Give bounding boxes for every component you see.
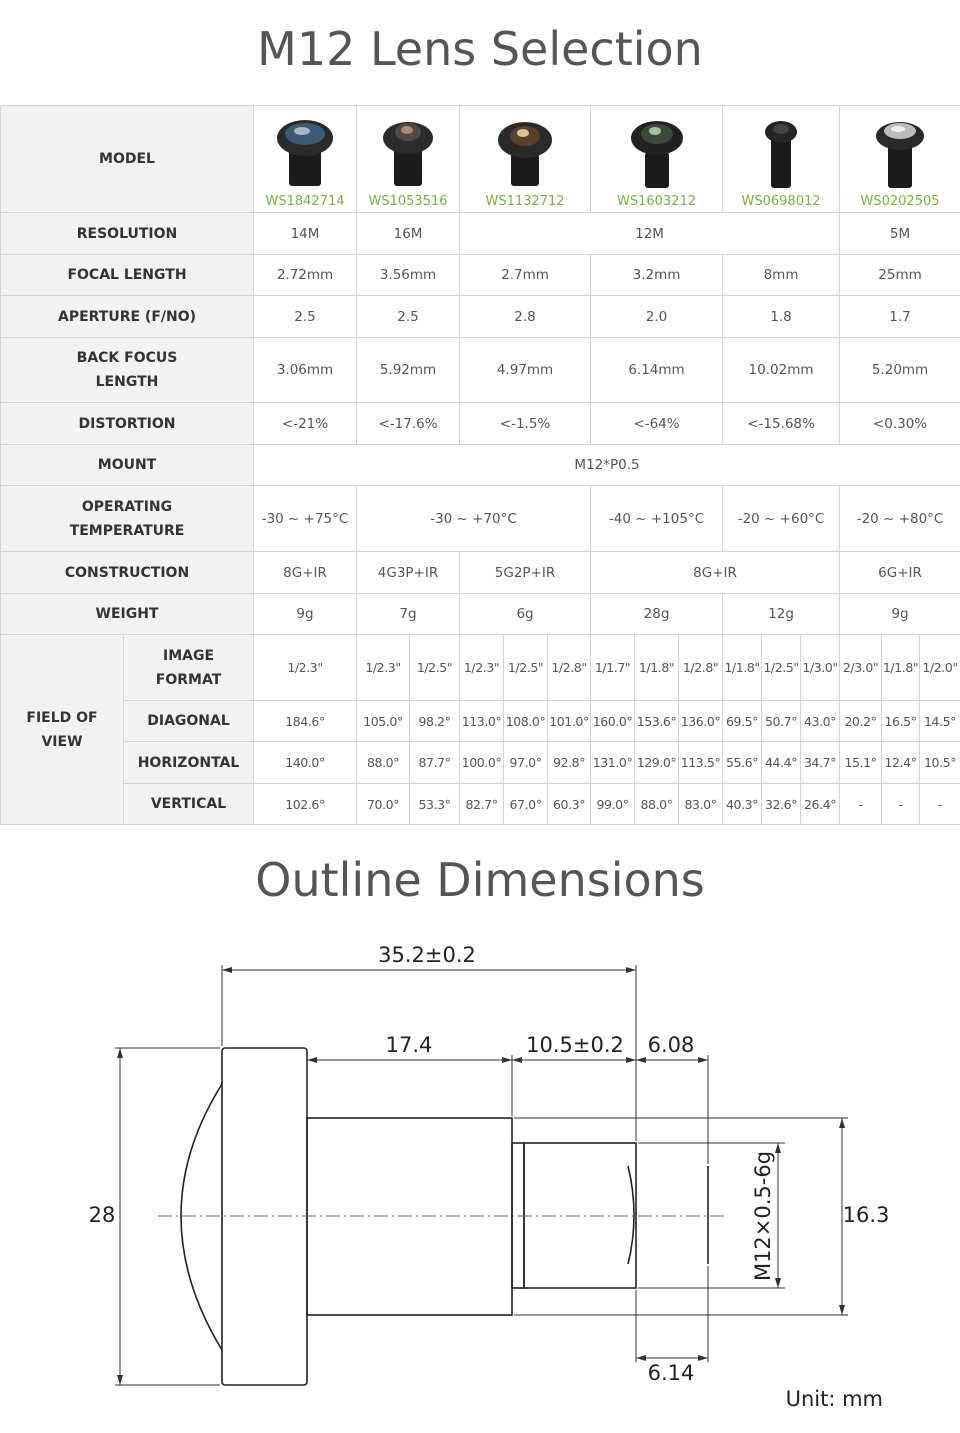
distortion-row — [1, 403, 960, 445]
row-label-resolution: RESOLUTION — [1, 213, 254, 255]
cell: 6G+IR — [840, 552, 960, 594]
cell: 1/1.8" — [882, 635, 920, 701]
lens-image-icon — [629, 118, 685, 190]
cell: 20.2° — [840, 701, 882, 742]
dim-outer-diameter: 28 — [88, 1203, 116, 1227]
cell: 9g — [254, 594, 357, 635]
section-title: Outline Dimensions — [255, 853, 705, 907]
cell: 1/1.7" — [591, 635, 635, 701]
cell: 1.7 — [840, 296, 960, 338]
label-line: BACK FOCUS — [76, 350, 178, 366]
lens-image-icon — [761, 118, 801, 190]
lens-image-icon — [381, 118, 435, 190]
cell: 131.0° — [591, 742, 635, 784]
operating-temperature-row — [1, 486, 960, 552]
cell: 8mm — [723, 255, 840, 296]
cell: 32.6° — [762, 784, 801, 825]
row-label-distortion: DISTORTION — [1, 403, 254, 445]
label-line: LENGTH — [95, 374, 159, 390]
label-line: FIELD OF — [26, 709, 98, 726]
cell: -30 ~ +75°C — [254, 486, 357, 552]
cell: 1/2.5" — [504, 635, 548, 701]
lens-image-icon — [496, 118, 554, 190]
cell: 3.56mm — [357, 255, 460, 296]
row-label-mount: MOUNT — [1, 445, 254, 486]
cell: 102.6° — [254, 784, 357, 825]
cell: 25mm — [840, 255, 960, 296]
row-label-construction: CONSTRUCTION — [1, 552, 254, 594]
row-label-aperture: APERTURE (F/NO) — [1, 296, 254, 338]
construction-row — [1, 552, 960, 594]
cell: <-21% — [254, 403, 357, 445]
cell: 43.0° — [801, 701, 840, 742]
row-label-weight: WEIGHT — [1, 594, 254, 635]
label-line: FORMAT — [155, 671, 222, 688]
cell: <-64% — [591, 403, 723, 445]
cell: - — [882, 784, 920, 825]
row-label-focal-length: FOCAL LENGTH — [1, 255, 254, 296]
cell: 5.92mm — [357, 338, 460, 403]
cell: 97.0° — [504, 742, 548, 784]
dim-thread-length: 10.5±0.2 — [526, 1033, 624, 1057]
cell: 10.5° — [920, 742, 960, 784]
dim-flange-offset: 6.08 — [647, 1033, 695, 1057]
cell: 99.0° — [591, 784, 635, 825]
cell: 8G+IR — [591, 552, 840, 594]
cell: 53.3° — [410, 784, 460, 825]
cell: 1/2.3" — [357, 635, 410, 701]
cell: <-15.68% — [723, 403, 840, 445]
cell: 113.5° — [679, 742, 723, 784]
cell: <-17.6% — [357, 403, 460, 445]
cell: 2.7mm — [460, 255, 591, 296]
diagonal-row — [1, 701, 960, 742]
model-name: WS0202505 — [860, 193, 940, 209]
row-label-operating-temperature — [1, 486, 254, 552]
cell: 105.0° — [357, 701, 410, 742]
cell: 2/3.0" — [840, 635, 882, 701]
row-label-model: MODEL — [1, 106, 254, 213]
cell: 1/2.3" — [254, 635, 357, 701]
cell: 12M — [460, 213, 840, 255]
label-line: IMAGE — [162, 647, 215, 664]
cell: 2.5 — [254, 296, 357, 338]
row-label-horizontal: HORIZONTAL — [124, 742, 254, 784]
page-title: M12 Lens Selection — [257, 22, 703, 76]
cell: 8G+IR — [254, 552, 357, 594]
cell: 98.2° — [410, 701, 460, 742]
label-line: VIEW — [41, 733, 83, 750]
cell: 4.97mm — [460, 338, 591, 403]
focal-length-row — [1, 255, 960, 296]
cell: 184.6° — [254, 701, 357, 742]
cell: 60.3° — [548, 784, 591, 825]
model-row — [1, 106, 960, 213]
cell: 88.0° — [357, 742, 410, 784]
rear-glass-outline — [628, 1166, 634, 1264]
cell: 1/2.3" — [460, 635, 504, 701]
cell: 28g — [591, 594, 723, 635]
cell: 5G2P+IR — [460, 552, 591, 594]
cell: 129.0° — [635, 742, 679, 784]
label-line: OPERATING — [81, 498, 173, 515]
cell: 70.0° — [357, 784, 410, 825]
model-cell — [357, 106, 460, 213]
cell: 9g — [840, 594, 960, 635]
cell: 2.72mm — [254, 255, 357, 296]
row-label-field-of-view — [1, 635, 124, 825]
cell: 5.20mm — [840, 338, 960, 403]
cell: 3.2mm — [591, 255, 723, 296]
vertical-row — [1, 784, 960, 825]
cell: 69.5° — [723, 701, 762, 742]
cell: 108.0° — [504, 701, 548, 742]
row-label-back-focus — [1, 338, 254, 403]
outline-dimensions-drawing — [0, 930, 960, 1433]
model-name: WS0698012 — [741, 193, 821, 209]
label-line: TEMPERATURE — [69, 522, 185, 539]
cell: 7g — [357, 594, 460, 635]
row-label-diagonal: DIAGONAL — [124, 701, 254, 742]
lens-spec-table — [0, 105, 960, 825]
cell: 1/1.8" — [723, 635, 762, 701]
cell: 10.02mm — [723, 338, 840, 403]
cell: -20 ~ +60°C — [723, 486, 840, 552]
cell: 1/2.0" — [920, 635, 960, 701]
cell: 136.0° — [679, 701, 723, 742]
cell: - — [920, 784, 960, 825]
cell: 16M — [357, 213, 460, 255]
cell: 5M — [840, 213, 960, 255]
cell: 15.1° — [840, 742, 882, 784]
cell: 92.8° — [548, 742, 591, 784]
cell: 6g — [460, 594, 591, 635]
cell: 113.0° — [460, 701, 504, 742]
cell: 82.7° — [460, 784, 504, 825]
model-cell — [840, 106, 960, 213]
cell: M12*P0.5 — [254, 445, 960, 486]
dim-thread-spec: M12×0.5-6g — [751, 1150, 775, 1282]
cell: 83.0° — [679, 784, 723, 825]
dim-body-length: 17.4 — [385, 1033, 433, 1057]
cell: 100.0° — [460, 742, 504, 784]
row-label-vertical: VERTICAL — [124, 784, 254, 825]
mount-row — [1, 445, 960, 486]
cell: 1.8 — [723, 296, 840, 338]
model-cell — [460, 106, 591, 213]
cell: 14.5° — [920, 701, 960, 742]
cell: 1/1.8" — [635, 635, 679, 701]
cell: 1/2.5" — [762, 635, 801, 701]
cell: 1/3.0" — [801, 635, 840, 701]
model-name: WS1132712 — [485, 193, 565, 209]
cell: 44.4° — [762, 742, 801, 784]
dim-rear-offset: 6.14 — [647, 1361, 695, 1385]
unit-label: Unit: mm — [785, 1387, 883, 1411]
cell: 160.0° — [591, 701, 635, 742]
cell: 12g — [723, 594, 840, 635]
model-name: WS1053516 — [368, 193, 448, 209]
cell: 34.7° — [801, 742, 840, 784]
cell: -20 ~ +80°C — [840, 486, 960, 552]
model-cell — [723, 106, 840, 213]
cell: 50.7° — [762, 701, 801, 742]
dim-total-length: 35.2±0.2 — [378, 943, 476, 967]
image-format-row — [1, 635, 960, 701]
cell: 6.14mm — [591, 338, 723, 403]
cell: <0.30% — [840, 403, 960, 445]
resolution-row — [1, 213, 960, 255]
cell: 40.3° — [723, 784, 762, 825]
cell: 3.06mm — [254, 338, 357, 403]
model-cell — [254, 106, 357, 213]
cell: -30 ~ +70°C — [357, 486, 591, 552]
dim-thread-diameter: 16.3 — [842, 1203, 890, 1227]
lens-image-icon — [275, 118, 335, 190]
cell: 153.6° — [635, 701, 679, 742]
cell: <-1.5% — [460, 403, 591, 445]
cell: 55.6° — [723, 742, 762, 784]
cell: 1/2.8" — [548, 635, 591, 701]
weight-row — [1, 594, 960, 635]
model-cell — [591, 106, 723, 213]
cell: 1/2.5" — [410, 635, 460, 701]
model-name: WS1603212 — [617, 193, 697, 209]
row-label-image-format — [124, 635, 254, 701]
cell: 4G3P+IR — [357, 552, 460, 594]
back-focus-row — [1, 338, 960, 403]
lens-image-icon — [872, 118, 928, 190]
lens-front-outline — [181, 1084, 222, 1350]
cell: - — [840, 784, 882, 825]
cell: 16.5° — [882, 701, 920, 742]
cell: 2.8 — [460, 296, 591, 338]
cell: 140.0° — [254, 742, 357, 784]
cell: 87.7° — [410, 742, 460, 784]
cell: 26.4° — [801, 784, 840, 825]
aperture-row — [1, 296, 960, 338]
horizontal-row — [1, 742, 960, 784]
cell: 2.5 — [357, 296, 460, 338]
cell: 14M — [254, 213, 357, 255]
cell: 88.0° — [635, 784, 679, 825]
cell: 1/2.8" — [679, 635, 723, 701]
cell: -40 ~ +105°C — [591, 486, 723, 552]
cell: 12.4° — [882, 742, 920, 784]
cell: 2.0 — [591, 296, 723, 338]
cell: 67.0° — [504, 784, 548, 825]
cell: 101.0° — [548, 701, 591, 742]
model-name: WS1842714 — [265, 193, 345, 209]
